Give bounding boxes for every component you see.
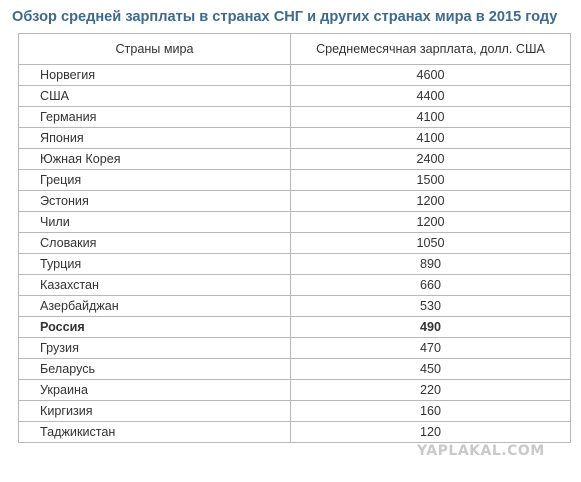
table-row	[19, 170, 571, 191]
country-cell: Казахстан	[19, 275, 291, 296]
table-row	[19, 149, 571, 170]
country-cell: Киргизия	[19, 401, 291, 422]
table-row	[19, 422, 571, 443]
salary-cell: 470	[291, 338, 571, 359]
table-header-row	[19, 34, 571, 65]
salary-cell: 160	[291, 401, 571, 422]
salary-cell: 4100	[291, 107, 571, 128]
country-cell: Украина	[19, 380, 291, 401]
country-cell: Эстония	[19, 191, 291, 212]
salary-cell: 220	[291, 380, 571, 401]
salary-cell: 530	[291, 296, 571, 317]
salary-cell: 490	[291, 317, 571, 338]
table-row	[19, 65, 571, 86]
page-title: Обзор средней зарплаты в странах СНГ и других странах мира в 2015 году	[12, 9, 558, 25]
country-cell: Таджикистан	[19, 422, 291, 443]
salary-cell: 4600	[291, 65, 571, 86]
country-cell: Беларусь	[19, 359, 291, 380]
table-row	[19, 338, 571, 359]
table-row	[19, 317, 571, 338]
table-row	[19, 359, 571, 380]
table-row	[19, 296, 571, 317]
column-header-country: Страны мира	[19, 34, 291, 65]
salary-cell: 4400	[291, 86, 571, 107]
table-row	[19, 107, 571, 128]
salary-cell: 450	[291, 359, 571, 380]
salary-cell: 2400	[291, 149, 571, 170]
table-row	[19, 212, 571, 233]
salary-cell: 4100	[291, 128, 571, 149]
salary-cell: 120	[291, 422, 571, 443]
country-cell: Грузия	[19, 338, 291, 359]
table-row	[19, 401, 571, 422]
watermark-logo: YAPLAKAL.COM	[417, 443, 545, 459]
country-cell: Южная Корея	[19, 149, 291, 170]
table-row	[19, 128, 571, 149]
table-row	[19, 233, 571, 254]
salary-cell: 890	[291, 254, 571, 275]
salary-table	[18, 33, 571, 443]
salary-cell: 1050	[291, 233, 571, 254]
country-cell: Япония	[19, 128, 291, 149]
table-row	[19, 275, 571, 296]
table-row	[19, 380, 571, 401]
salary-cell: 1200	[291, 191, 571, 212]
country-cell: Россия	[19, 317, 291, 338]
table-row	[19, 191, 571, 212]
country-cell: Турция	[19, 254, 291, 275]
table-row	[19, 86, 571, 107]
salary-cell: 660	[291, 275, 571, 296]
salary-cell: 1200	[291, 212, 571, 233]
country-cell: Германия	[19, 107, 291, 128]
country-cell: США	[19, 86, 291, 107]
country-cell: Греция	[19, 170, 291, 191]
country-cell: Норвегия	[19, 65, 291, 86]
country-cell: Азербайджан	[19, 296, 291, 317]
salary-cell: 1500	[291, 170, 571, 191]
country-cell: Чили	[19, 212, 291, 233]
country-cell: Словакия	[19, 233, 291, 254]
table-row	[19, 254, 571, 275]
column-header-salary: Среднемесячная зарплата, долл. США	[291, 34, 571, 65]
